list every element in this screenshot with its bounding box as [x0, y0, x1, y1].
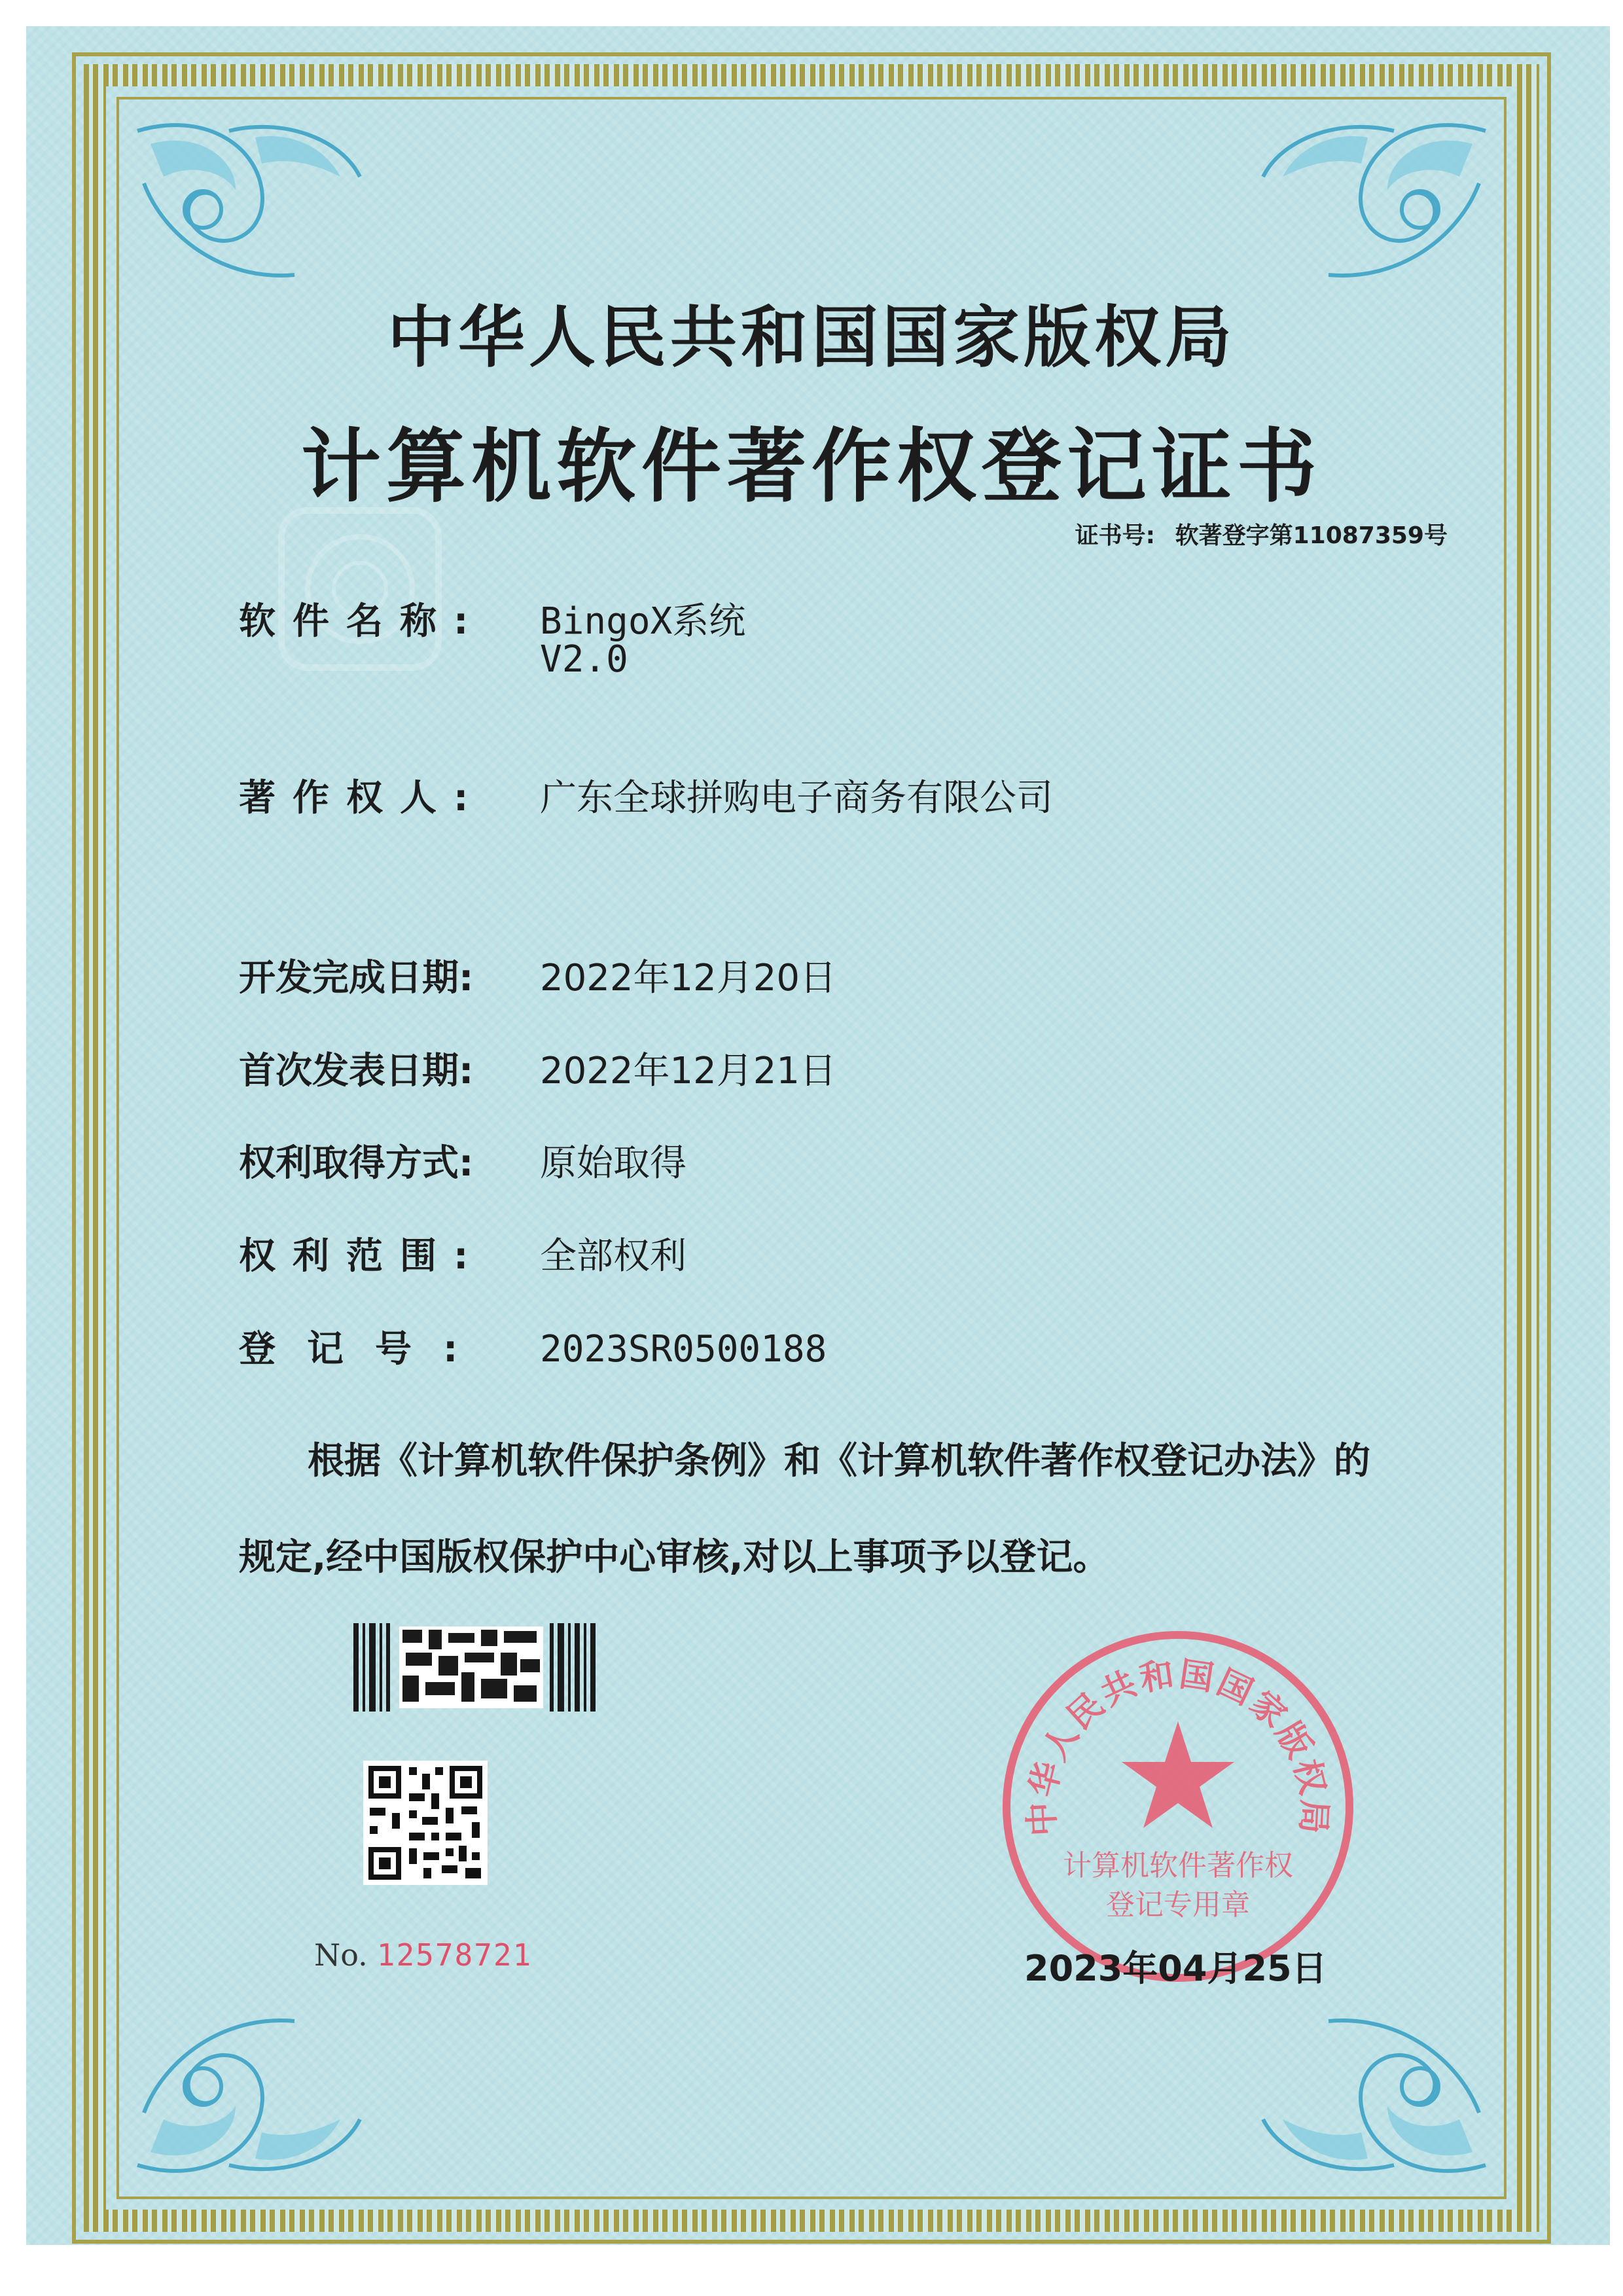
software-name-row	[239, 592, 745, 645]
registration-label: 登记号:	[239, 1328, 490, 1371]
completion-date-label: 开发完成日期:	[239, 957, 474, 999]
copyright-owner-value: 广东全球拼购电子商务有限公司	[540, 777, 1053, 819]
serial-label: No.	[314, 1937, 368, 1973]
scope-label: 权利范围:	[239, 1235, 486, 1278]
software-version-row	[239, 638, 628, 681]
acquisition-label: 权利取得方式:	[239, 1142, 474, 1185]
registration-row	[239, 1320, 827, 1372]
official-seal	[995, 1623, 1361, 1990]
statement-line-1: 根据《计算机软件保护条例》和《计算机软件著作权登记办法》的	[308, 1440, 1370, 1482]
acquisition-row	[239, 1134, 687, 1187]
seal-ring-text: 中华人民共和国国家版权局	[1022, 1655, 1334, 1837]
certificate-number-label: 证书号:	[1075, 522, 1156, 549]
scope-row	[239, 1227, 687, 1280]
scope-value: 全部权利	[540, 1235, 687, 1278]
barcode	[353, 1623, 596, 1712]
issuing-authority: 中华人民共和国国家版权局	[387, 299, 1236, 377]
first-publish-label: 首次发表日期:	[239, 1050, 474, 1092]
issue-date: 2023年04月25日	[1024, 1948, 1327, 1989]
software-version-value: V2.0	[540, 638, 628, 681]
corner-ornament-top-right	[1250, 105, 1499, 301]
certificate-number-value: 软著登字第11087359号	[1175, 522, 1448, 549]
first-publish-value: 2022年12月21日	[540, 1050, 837, 1092]
corner-ornament-bottom-left	[124, 1995, 373, 2191]
corner-ornament-top-left	[124, 105, 373, 301]
corner-ornament-bottom-right	[1250, 1995, 1499, 2191]
copyright-owner-row	[239, 769, 1053, 821]
first-publish-row	[239, 1042, 836, 1094]
seal-center-line-1: 计算机软件著作权	[1063, 1849, 1293, 1882]
statement-line-2: 规定,经中国版权保护中心审核,对以上事项予以登记。	[239, 1536, 1110, 1579]
seal-center-line-2: 登记专用章	[1106, 1888, 1250, 1922]
certificate-number	[1075, 517, 1459, 550]
certificate-title: 计算机软件著作权登记证书	[301, 420, 1322, 513]
completion-date-row	[239, 949, 836, 1001]
software-name-value: BingoX系统	[540, 600, 746, 643]
qr-code	[363, 1761, 488, 1885]
serial-number	[314, 1937, 532, 1973]
software-name-label: 软件名称:	[239, 600, 486, 643]
registration-value: 2023SR0500188	[540, 1328, 827, 1371]
completion-date-value: 2022年12月20日	[540, 957, 837, 999]
copyright-owner-label: 著作权人:	[239, 777, 486, 819]
seal-star-icon	[1122, 1721, 1234, 1828]
acquisition-value: 原始取得	[540, 1142, 687, 1185]
serial-value: 12578721	[376, 1937, 533, 1973]
